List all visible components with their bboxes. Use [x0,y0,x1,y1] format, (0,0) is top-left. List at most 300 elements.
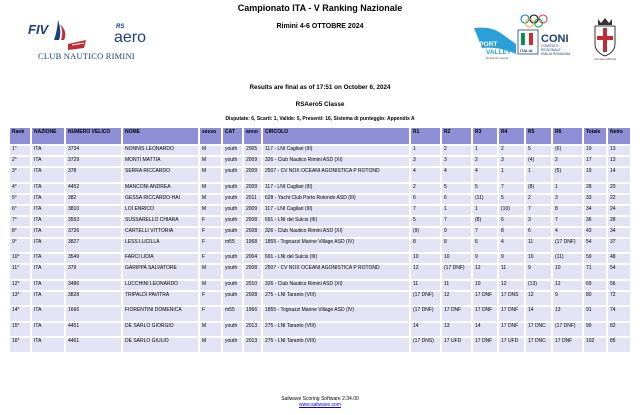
race-6-cell: 10 [552,264,583,280]
svg-text:EMILIA ROMAGNA: EMILIA ROMAGNA [541,52,571,56]
column-header: CAT [222,127,243,145]
race-5-cell: (4) [525,156,552,167]
race-1-cell: 12 [410,264,441,280]
club-nautico-rimini-text: CLUB NAUTICO RIMINI [38,51,135,61]
year-cell: 2008 [243,264,262,280]
net-cell: 37 [607,238,631,254]
sex-cell: M [199,167,222,183]
svg-text:REGIONALE: REGIONALE [541,48,561,52]
race-6-cell: (5) [552,167,583,183]
race-5-cell: 7 [525,205,552,216]
column-header: R1 [410,127,441,145]
year-cell: 2005 [243,145,262,156]
year-cell: 2013 [243,322,262,338]
total-cell: 91 [583,306,607,322]
race-3-cell: 17 DNF [472,337,498,353]
nation-cell: ITA [31,145,65,156]
column-header: R4 [498,127,525,145]
year-cell: 2009 [243,167,262,183]
total-cell: 80 [583,291,607,307]
race-5-cell: (13) [525,280,552,291]
race-1-cell: 11 [410,280,441,291]
name-cell: FIORENTINI DOMENICA [122,306,199,322]
race-4-cell: 7 [498,183,525,194]
year-cell: 2009 [243,183,262,194]
year-cell: 2010 [243,280,262,291]
club-cell: 275 - LNI Taranto (VIII) [262,337,410,353]
name-cell: FARCI LIDIA [122,253,199,264]
net-cell: 72 [607,291,631,307]
race-4-cell: 11 [498,264,525,280]
nation-cell: ITA [31,306,65,322]
category-cell: youth [222,227,243,238]
race-6-cell: 4 [552,227,583,238]
fiv-logo [28,18,88,54]
race-2-cell: 13 [441,322,472,338]
rank-cell: 12° [9,280,31,291]
race-3-cell: 17 DNF [472,291,498,307]
name-cell: SERRA RICCARDO [122,167,199,183]
table-header-row [9,127,631,145]
race-3-cell: 12 [472,264,498,280]
club-cell: 117 - LNI Cagliari (III) [262,205,410,216]
sail-number-cell: 3553 [65,216,122,227]
column-header: NOME [122,127,199,145]
net-cell: 13 [607,145,631,156]
race-2-cell: (17 DNF) [441,264,472,280]
race-2-cell: 4 [441,167,472,183]
race-3-cell: 2 [472,156,498,167]
column-header: anno [243,127,262,145]
club-cell: 275 - LNI Taranto (VIII) [262,291,410,307]
race-3-cell: (8) [472,216,498,227]
race-5-cell: 17 DNC [525,322,552,338]
table-row [9,216,631,227]
race-4-cell: (10) [498,205,525,216]
race-3-cell: 1 [472,145,498,156]
race-2-cell: 5 [441,183,472,194]
nation-cell: ITA [31,156,65,167]
svg-text:COMITATO: COMITATO [541,44,559,48]
net-cell: 85 [607,337,631,353]
nation-cell: ITA [31,280,65,291]
svg-text:VALLEY: VALLEY [486,49,512,56]
race-5-cell: 10 [525,253,552,264]
rank-cell: 7° [9,216,31,227]
club-cell: 628 - Yacht Club Porto Rotondo ASD (III) [262,194,410,205]
column-header: Netto [607,127,631,145]
nation-cell: ITA [31,238,65,254]
race-6-cell: 7 [552,216,583,227]
year-cell: 2004 [243,253,262,264]
year-cell: 1966 [243,306,262,322]
race-5-cell: 9 [525,264,552,280]
race-4-cell: 6 [498,216,525,227]
sail-number-cell: 1666 [65,306,122,322]
table-row [9,322,631,338]
nation-cell: ITA [31,264,65,280]
name-cell: LUCCHINI LEONARDO [122,280,199,291]
title-block [180,3,460,32]
nation-cell: ITA [31,183,65,194]
comune-di-rimini-crest [590,16,620,60]
race-5-cell: (8) [525,183,552,194]
race-2-cell: 3 [441,156,472,167]
year-cell: 2009 [243,205,262,216]
page-header [0,0,640,72]
column-header: NAZIONE [31,127,65,145]
race-1-cell: 3 [410,156,441,167]
sex-cell: F [199,238,222,254]
svg-text:RS: RS [116,24,125,30]
total-cell: 43 [583,227,607,238]
table-row [9,280,631,291]
race-3-cell: 6 [472,238,498,254]
race-6-cell: (17 DNF) [552,322,583,338]
race-4-cell: 1 [498,167,525,183]
sex-cell: M [199,183,222,194]
race-3-cell: 5 [472,183,498,194]
race-6-cell: 8 [552,205,583,216]
results-body [9,145,631,353]
net-cell: 14 [607,167,631,183]
rank-cell: 3° [9,167,31,183]
race-3-cell: 14 [472,322,498,338]
race-2-cell: 10 [441,253,472,264]
club-cell: 275 - LNI Taranto (VIII) [262,322,410,338]
sail-number-cell: 379 [65,264,122,280]
net-cell: 82 [607,322,631,338]
total-cell: 19 [583,167,607,183]
total-cell: 19 [583,145,607,156]
table-row [9,227,631,238]
name-cell: LOI ENRICO [122,205,199,216]
total-cell: 34 [583,205,607,216]
race-5-cell: 5 [525,145,552,156]
race-4-cell: 17 DNF [498,322,525,338]
sail-number-cell: 382 [65,194,122,205]
svg-text:Comune di Rimini: Comune di Rimini [593,57,617,60]
nation-cell: ITA [31,322,65,338]
table-row [9,183,631,194]
sail-number-cell: 4451 [65,322,122,338]
race-4-cell: 4 [498,238,525,254]
race-5-cell: 3 [525,216,552,227]
race-5-cell: 11 [525,238,552,254]
results-final-note: Results are final as of 17:51 on October 6, 2024 [249,84,391,91]
race-6-cell: 17 DNF [552,337,583,353]
category-cell: youth [222,156,243,167]
race-6-cell: 12 [552,280,583,291]
column-header: sesso [199,127,222,145]
nation-cell: ITA [31,216,65,227]
race-1-cell: (17 DNS) [410,337,441,353]
net-cell: 48 [607,253,631,264]
name-cell: GESSA RICCARDO-HAI [122,194,199,205]
year-cell: 2011 [243,194,262,205]
sex-cell: F [199,227,222,238]
race-1-cell: 2 [410,183,441,194]
race-4-cell: 3 [498,156,525,167]
race-3-cell: 10 [472,280,498,291]
race-1-cell: (17 DNF) [410,306,441,322]
race-2-cell: 1 [441,205,472,216]
race-2-cell: 9 [441,227,472,238]
svg-text:SPORT: SPORT [475,41,498,48]
rank-cell: 14° [9,306,31,322]
sail-number-cell: 4461 [65,337,122,353]
category-cell: m55 [222,306,243,322]
total-cell: 36 [583,216,607,227]
rank-cell: 9° [9,238,31,254]
column-header: R3 [472,127,498,145]
name-cell: DE SARLO GIORGIO [122,322,199,338]
page-title: Campionato ITA - V Ranking Nazionale [237,3,403,13]
race-4-cell: 17 UFD [498,337,525,353]
category-cell: youth [222,337,243,353]
sex-cell: F [199,291,222,307]
sex-cell: F [199,253,222,264]
race-1-cell: 7 [410,205,441,216]
year-cell: 1968 [243,238,262,254]
name-cell: MANCONI ANDREA [122,183,199,194]
total-cell: 54 [583,238,607,254]
svg-text:ITALIA: ITALIA [520,48,533,53]
rs-aero-logo [110,18,170,48]
race-5-cell: 14 [525,306,552,322]
total-cell: 102 [583,337,607,353]
race-5-cell: 2 [525,194,552,205]
race-4-cell: 2 [498,145,525,156]
race-5-cell: 6 [525,227,552,238]
race-2-cell: 11 [441,280,472,291]
name-cell: DE SARLO GIULIO [122,337,199,353]
sail-number-cell: 3549 [65,253,122,264]
sail-number-cell: 4452 [65,183,122,194]
rank-cell: 8° [9,227,31,238]
year-cell: 2009 [243,156,262,167]
total-cell: 59 [583,253,607,264]
column-header: NUMERO VELICO [65,127,122,145]
sex-cell: M [199,264,222,280]
race-3-cell: 1 [472,205,498,216]
race-6-cell: (17 DNF) [552,238,583,254]
sex-cell: M [199,337,222,353]
name-cell: SUSSARELLO CHIARA [122,216,199,227]
nation-cell: ITA [31,291,65,307]
race-6-cell: (6) [552,145,583,156]
year-cell: 2013 [243,337,262,353]
table-row [9,337,631,353]
nation-cell: ITA [31,227,65,238]
svg-text:aero: aero [114,29,147,46]
sex-cell: M [199,156,222,167]
net-cell: 24 [607,205,631,216]
year-cell: 2008 [243,227,262,238]
table-row [9,167,631,183]
nation-cell: ITA [31,167,65,183]
column-header: R2 [441,127,472,145]
race-3-cell: 7 [472,227,498,238]
race-6-cell: 1 [552,183,583,194]
name-cell: MONTI MATTIA [122,156,199,167]
column-header: Rank [9,127,31,145]
nation-cell: ITA [31,253,65,264]
sail-number-cell: 3729 [65,156,122,167]
total-cell: 99 [583,322,607,338]
rank-cell: 4° [9,183,31,194]
category-cell: youth [222,280,243,291]
race-6-cell: (11) [552,253,583,264]
race-4-cell: 8 [498,227,525,238]
race-4-cell: 12 [498,280,525,291]
race-3-cell: 17 DNF [472,306,498,322]
race-1-cell: 6 [410,194,441,205]
race-4-cell: 5 [498,194,525,205]
club-cell: 1855 - Tognazzi Marine Village ASD (IV) [262,238,410,254]
category-cell: youth [222,145,243,156]
rank-cell: 10° [9,253,31,264]
table-row [9,145,631,156]
net-cell: 13 [607,156,631,167]
race-3-cell: 4 [472,167,498,183]
category-cell: youth [222,167,243,183]
table-row [9,156,631,167]
sail-number-cell: 3486 [65,280,122,291]
race-2-cell: 17 DNF [441,306,472,322]
sail-number-cell: 3726 [65,227,122,238]
category-cell: youth [222,183,243,194]
total-cell: 33 [583,194,607,205]
race-1-cell: 14 [410,322,441,338]
race-5-cell: 17 DNC [525,337,552,353]
race-4-cell: 17 DNS [498,291,525,307]
race-6-cell: 3 [552,194,583,205]
sailwave-link[interactable]: www.sailwave.com [299,402,341,408]
club-cell: 326 - Club Nautico Rimini ASD (XI) [262,280,410,291]
category-cell: youth [222,253,243,264]
table-row [9,306,631,322]
sport-valley-logo [472,26,518,60]
total-cell: 28 [583,183,607,194]
nation-cell: ITA [31,337,65,353]
race-4-cell: 17 DNF [498,306,525,322]
coni-logo [515,12,585,62]
category-cell: youth [222,205,243,216]
sex-cell: M [199,205,222,216]
race-1-cell: 1 [410,145,441,156]
column-header: R5 [525,127,552,145]
net-cell: 54 [607,264,631,280]
club-cell: 1855 - Tognazzi Marine Village ASD (IV) [262,306,410,322]
club-cell: 691 - LNI del Sulcis (III) [262,253,410,264]
net-cell: 20 [607,183,631,194]
race-1-cell: 5 [410,216,441,227]
page-footer [0,396,640,408]
svg-text:FIV: FIV [28,22,49,37]
category-cell: youth [222,216,243,227]
net-cell: 22 [607,194,631,205]
category-cell: youth [222,264,243,280]
table-row [9,291,631,307]
sex-cell: F [199,306,222,322]
rank-cell: 16° [9,337,31,353]
race-4-cell: 9 [498,253,525,264]
race-6-cell: 13 [552,306,583,322]
results-table [9,127,631,353]
category-cell: m55 [222,238,243,254]
svg-text:CONI: CONI [541,33,569,45]
total-cell: 17 [583,156,607,167]
table-row [9,205,631,216]
page-subtitle: Rimini 4-6 OTTOBRE 2024 [276,23,364,30]
sex-cell: M [199,145,222,156]
nation-cell: ITA [31,194,65,205]
race-1-cell: 4 [410,167,441,183]
table-row [9,238,631,254]
sail-number-cell: 3734 [65,145,122,156]
race-2-cell: 2 [441,145,472,156]
race-summary: Disputate: 6, Scarti: 1, Valide: 5, Presenti: 16, Sistema di punteggio: Appendix A [225,116,415,122]
table-row [9,194,631,205]
race-2-cell: 8 [441,238,472,254]
name-cell: LESS LUCILLA [122,238,199,254]
rank-cell: 13° [9,291,31,307]
name-cell: TRIPALDI PAVITRA [122,291,199,307]
club-cell: 117 - LNI Cagliari (III) [262,183,410,194]
sail-number-cell: 3827 [65,238,122,254]
club-cell: 2507 - CV NOX OCEANI AGONISTICA P ROTOND [262,167,410,183]
club-cell: 326 - Club Nautico Rimini ASD (XI) [262,227,410,238]
net-cell: 74 [607,306,631,322]
table-row [9,253,631,264]
column-header: R6 [552,127,583,145]
race-5-cell: 12 [525,291,552,307]
total-cell: 71 [583,264,607,280]
software-credit: Sailwave Scoring Software 2.34.00 [281,396,359,402]
svg-text:Emilia-Romagna: Emilia-Romagna [486,56,509,60]
race-5-cell: 1 [525,167,552,183]
club-cell: 2507 - CV NOX OCEANI AGONISTICA P ROTOND [262,264,410,280]
race-3-cell: 9 [472,253,498,264]
category-cell: youth [222,322,243,338]
race-1-cell: 8 [410,238,441,254]
nation-cell: ITA [31,205,65,216]
rank-cell: 5° [9,194,31,205]
table-row [9,264,631,280]
sail-number-cell: 3810 [65,205,122,216]
race-2-cell: 6 [441,194,472,205]
club-cell: 326 - Club Nautico Rimini ASD (XI) [262,156,410,167]
sail-number-cell: 378 [65,167,122,183]
rank-cell: 15° [9,322,31,338]
name-cell: GARIPPA SALVATORE [122,264,199,280]
year-cell: 2008 [243,216,262,227]
sex-cell: F [199,216,222,227]
race-6-cell: 9 [552,291,583,307]
club-cell: 691 - LNI del Sulcis (III) [262,216,410,227]
club-cell: 117 - LNI Cagliari (III) [262,145,410,156]
net-cell: 34 [607,227,631,238]
race-6-cell: 2 [552,156,583,167]
column-header: Totale [583,127,607,145]
year-cell: 2008 [243,291,262,307]
race-1-cell: (17 DNF) [410,291,441,307]
race-2-cell: 7 [441,216,472,227]
rank-cell: 1° [9,145,31,156]
net-cell: 28 [607,216,631,227]
race-1-cell: (9) [410,227,441,238]
